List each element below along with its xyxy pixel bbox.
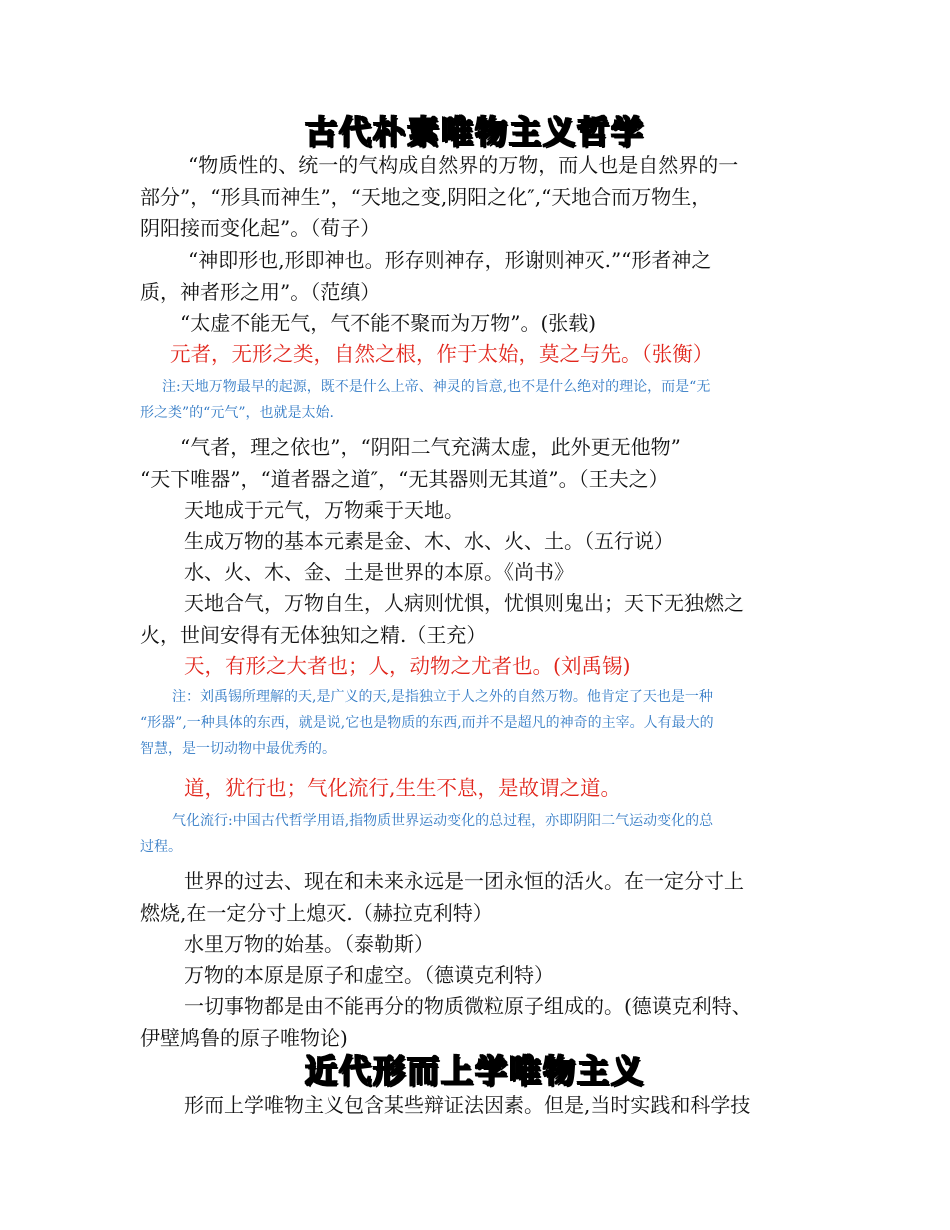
note-liuyuxi: [140, 684, 812, 762]
note-line: 过程。: [140, 839, 182, 855]
text-line: 天地合气，万物自生，人病则忧惧，忧惧则鬼出；天下无独燃之: [184, 591, 744, 615]
note-line: 形之类”的“元气”，也就是太始.: [140, 405, 334, 421]
text-line: 万物的本原是原子和虚空。（德谟克利特）: [184, 963, 554, 987]
text-line: 一切事物都是由不能再分的物质微粒原子组成的。(德谟克利特、: [184, 994, 752, 1018]
quote-qihua: [184, 773, 856, 805]
text-line: “气者，理之依也”，“阴阳二气充满太虚，此外更无他物”: [180, 435, 681, 459]
text-line: 元者，无形之类，自然之根，作于太始，莫之与先。（张衡）: [170, 342, 714, 366]
paragraph-wuxing: [184, 526, 856, 558]
text-line: 形而上学唯物主义包含某些辩证法因素。但是,当时实践和科学技: [184, 1093, 751, 1117]
note-line: 注：刘禹锡所理解的天,是广义的天,是指独立于人之外的自然万物。他肯定了天也是一种: [172, 689, 713, 705]
paragraph-thales: [184, 929, 856, 961]
text-line: 燃烧,在一定分寸上熄灭.（赫拉克利特）: [140, 900, 493, 925]
paragraph-fanzhen: [140, 245, 812, 308]
text-line: “天下唯器”，“道者器之道″，“无其器则无其道”。（王夫之）: [140, 466, 669, 491]
paragraph-xunzi: [140, 150, 812, 245]
quote-liuyuxi: [184, 651, 856, 683]
note-yuanqi: [140, 374, 812, 426]
paragraph-heraclitus: [140, 866, 812, 929]
text-line: “物质性的、统一的气构成自然界的万物，而人也是自然界的一: [188, 153, 739, 177]
text-line: 部分”，“形具而神生”，“天地之变,阴阳之化″,“天地合而万物生，: [140, 184, 712, 209]
text-line: 质，神者形之用”。（范缜）: [140, 279, 381, 304]
section-heading-modern: 近代形而上学唯物主义: [304, 1052, 645, 1090]
paragraph-wangfuzhi: [140, 432, 812, 495]
note-qihua: [140, 808, 812, 860]
paragraph-democritus: [184, 960, 856, 992]
text-line: “太虚不能无气，气不能不聚而为万物”。(张载): [180, 311, 597, 335]
section-heading-ancient: 古代朴素唯物主义哲学: [304, 113, 645, 151]
text-line: 生成万物的基本元素是金、木、水、火、土。（五行说）: [184, 529, 674, 553]
text-line: 世界的过去、现在和未来永远是一团永恒的活火。在一定分寸上: [184, 869, 744, 893]
text-line: 天地成于元气，万物乘于天地。: [184, 498, 464, 522]
paragraph-atomism: [140, 991, 812, 1054]
note-line: 气化流行:中国古代哲学用语,指物质世界运动变化的总过程，亦即阴阳二气运动变化的总: [172, 813, 714, 829]
text-line: 道，犹行也；气化流行,生生不息，是故谓之道。: [184, 776, 622, 800]
note-line: 智慧，是一切动物中最优秀的。: [140, 741, 336, 757]
paragraph-shangshu: [184, 557, 856, 589]
text-line: 伊壁鸠鲁的原子唯物论): [140, 1025, 348, 1050]
paragraph-wangchong: [140, 588, 812, 651]
note-line: 注:天地万物最早的起源，既不是什么上帝、神灵的旨意,也不是什么绝对的理论，而是“无: [162, 379, 711, 395]
text-line: “神即形也,形即神也。形存则神存，形谢则神灭.”“形者神之: [188, 248, 712, 272]
text-line: 水、火、木、金、土是世界的本原。《尚书》: [184, 560, 574, 584]
note-line: “形器”,一种具体的东西，就是说,它也是物质的东西,而并不是超凡的神奇的主宰。人有最大的: [140, 715, 714, 731]
text-line: 火，世间安得有无体独知之精.（王充）: [140, 622, 487, 647]
paragraph-yuanqi: [184, 495, 856, 527]
paragraph-metaphysical: [184, 1090, 856, 1122]
text-line: 水里万物的始基。（泰勒斯）: [184, 932, 434, 956]
text-line: 天，有形之大者也；人，动物之尤者也。(刘禹锡): [184, 654, 631, 678]
text-line: 阴阳接而变化起”。（荀子）: [140, 216, 381, 240]
paragraph-zhangzai: [180, 308, 852, 340]
quote-zhangheng: [170, 339, 842, 371]
